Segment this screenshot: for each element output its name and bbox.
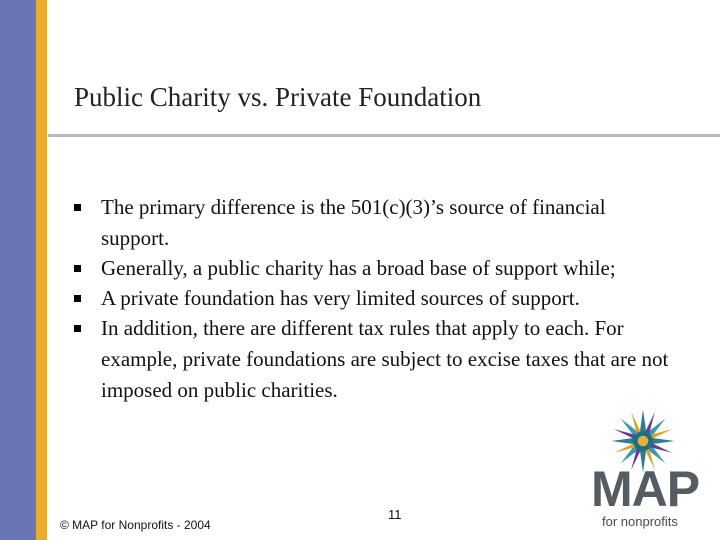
title-divider (48, 134, 720, 137)
slide-title: Public Charity vs. Private Foundation (74, 82, 482, 112)
logo-tagline: for nonprofits (602, 514, 678, 529)
map-logo (590, 408, 700, 530)
bullet-item (74, 192, 674, 254)
bullet-text: In addition, there are different tax rules that apply to each. For example, private foundations are subject to excise taxes that are not imposed on public charities. (101, 316, 669, 402)
bullet-item (74, 283, 674, 314)
bullet-text: A private foundation has very limited sources of support. (101, 286, 580, 310)
bullet-item (74, 253, 674, 284)
bullet-square-icon (74, 265, 81, 272)
bullet-text: Generally, a public charity has a broad base of support while; (101, 256, 616, 280)
bullet-text: The primary difference is the 501(c)(3)’s source of financial support. (101, 195, 606, 250)
page-number: 11 (388, 507, 402, 522)
logo-wordmark: MAP (590, 461, 700, 517)
left-accent-bar (0, 0, 36, 540)
bullet-square-icon (74, 325, 81, 332)
gold-accent-bar (36, 0, 47, 540)
bullet-square-icon (74, 295, 81, 302)
bullet-item (74, 313, 674, 406)
bullet-square-icon (74, 204, 81, 211)
bullet-list (74, 192, 674, 406)
copyright-footer: © MAP for Nonprofits - 2004 (60, 518, 211, 532)
